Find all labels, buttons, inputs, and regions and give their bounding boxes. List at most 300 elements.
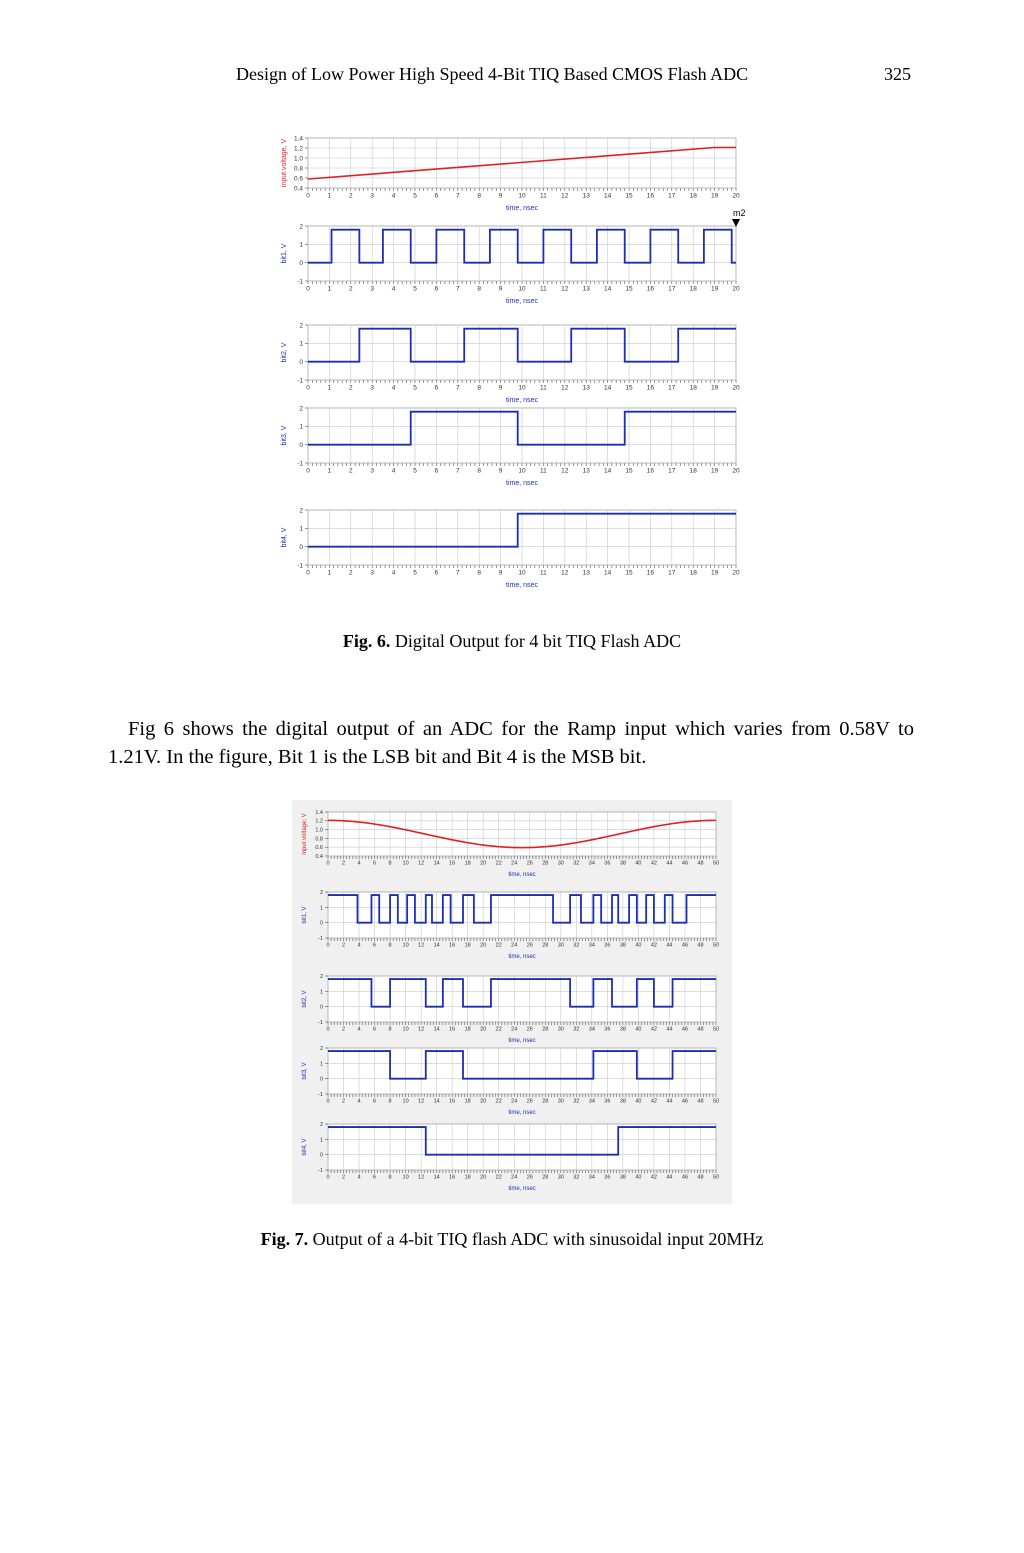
fig6-x-tick-label: 5 bbox=[413, 192, 417, 200]
fig6-y-tick-label: -1 bbox=[297, 377, 303, 385]
fig7-y-tick-label: -1 bbox=[318, 1167, 323, 1174]
fig7-y-axis-label: bit3, V bbox=[302, 1062, 308, 1080]
fig6-x-tick-label: 18 bbox=[689, 569, 697, 577]
fig7-x-tick-label: 16 bbox=[449, 860, 456, 867]
fig7-panel-1 bbox=[302, 810, 719, 878]
fig7-y-tick-label: 1.0 bbox=[315, 827, 323, 834]
fig7-x-tick-label: 26 bbox=[526, 942, 533, 949]
fig7-y-tick-label: 0 bbox=[319, 920, 323, 927]
fig7-x-tick-label: 6 bbox=[373, 860, 377, 867]
fig6-marker-label: m2 bbox=[733, 208, 746, 218]
fig7-x-tick-label: 46 bbox=[681, 942, 689, 949]
fig7-x-tick-label: 28 bbox=[542, 860, 549, 867]
fig6-x-tick-label: 13 bbox=[582, 467, 590, 475]
fig7-x-tick-label: 26 bbox=[526, 1098, 533, 1105]
fig7-x-tick-label: 8 bbox=[388, 942, 392, 949]
fig6-x-tick-label: 10 bbox=[518, 467, 526, 475]
fig6-y-tick-label: -1 bbox=[297, 460, 303, 468]
fig6-x-tick-label: 7 bbox=[455, 569, 460, 577]
figure-7-caption-text: Output of a 4-bit TIQ flash ADC with sinusoidal input 20MHz bbox=[308, 1229, 764, 1249]
fig6-x-tick-label: 6 bbox=[434, 285, 439, 293]
fig7-y-tick-label: 2 bbox=[319, 1121, 323, 1128]
fig6-x-tick-label: 7 bbox=[455, 192, 460, 200]
fig7-x-tick-label: 18 bbox=[464, 1098, 471, 1105]
fig7-x-tick-label: 6 bbox=[373, 1026, 377, 1033]
fig6-x-tick-label: 1 bbox=[327, 285, 332, 293]
fig7-x-tick-label: 28 bbox=[542, 1174, 549, 1181]
fig6-x-tick-label: 15 bbox=[625, 384, 633, 392]
fig6-x-tick-label: 7 bbox=[455, 285, 460, 293]
fig7-x-tick-label: 40 bbox=[635, 860, 642, 867]
fig7-x-tick-label: 24 bbox=[511, 942, 518, 949]
fig7-x-tick-label: 0 bbox=[326, 942, 330, 949]
fig6-x-tick-label: 12 bbox=[561, 569, 569, 577]
fig7-plot-area bbox=[328, 1124, 716, 1170]
fig6-y-tick-label: 0.6 bbox=[293, 175, 303, 183]
fig6-x-tick-label: 13 bbox=[582, 285, 590, 293]
fig7-x-tick-label: 30 bbox=[557, 1098, 564, 1105]
fig6-x-tick-label: 5 bbox=[413, 569, 417, 577]
fig7-x-tick-label: 34 bbox=[588, 860, 595, 867]
fig7-y-axis-label: input voltage, V bbox=[302, 813, 308, 855]
fig7-x-tick-label: 32 bbox=[573, 942, 580, 949]
fig7-x-tick-label: 22 bbox=[495, 1098, 502, 1105]
fig7-x-tick-label: 42 bbox=[650, 860, 657, 867]
fig7-y-tick-label: -1 bbox=[318, 935, 323, 942]
fig6-x-tick-label: 11 bbox=[540, 569, 547, 577]
fig6-x-tick-label: 5 bbox=[413, 467, 417, 475]
fig7-y-tick-label: 0 bbox=[319, 1152, 323, 1159]
fig7-x-tick-label: 6 bbox=[373, 1174, 377, 1181]
fig7-y-tick-label: 0.4 bbox=[315, 853, 323, 860]
fig6-y-axis-label: bit1, V bbox=[281, 243, 288, 264]
fig7-x-tick-label: 8 bbox=[388, 1098, 392, 1105]
fig6-x-tick-label: 2 bbox=[348, 285, 353, 293]
fig7-x-tick-label: 24 bbox=[511, 1098, 518, 1105]
fig6-x-tick-label: 1 bbox=[327, 569, 332, 577]
running-title: Design of Low Power High Speed 4-Bit TIQ Based CMOS Flash ADC bbox=[236, 64, 749, 84]
fig6-x-tick-label: 1 bbox=[327, 192, 332, 200]
figure-6-caption bbox=[0, 631, 1024, 652]
figure-7-plot-stack bbox=[292, 800, 732, 1204]
fig7-x-tick-label: 22 bbox=[495, 942, 502, 949]
fig6-x-tick-label: 14 bbox=[603, 192, 612, 200]
fig6-y-tick-label: 0 bbox=[299, 358, 303, 366]
fig7-x-tick-label: 10 bbox=[402, 1174, 409, 1181]
fig6-x-tick-label: 17 bbox=[668, 285, 676, 293]
fig6-y-tick-label: 0 bbox=[299, 543, 303, 551]
fig6-x-axis-label: time, nsec bbox=[506, 205, 538, 212]
fig7-y-tick-label: 0.8 bbox=[315, 836, 323, 843]
fig6-y-axis-label: bit2, V bbox=[281, 342, 288, 363]
fig7-x-tick-label: 50 bbox=[712, 1174, 720, 1181]
fig6-x-tick-label: 9 bbox=[498, 384, 503, 392]
fig6-y-tick-label: 1 bbox=[299, 525, 303, 533]
fig7-plot-area bbox=[328, 892, 716, 938]
fig7-x-tick-label: 4 bbox=[357, 860, 361, 867]
fig6-x-tick-label: 20 bbox=[732, 569, 740, 577]
fig7-x-tick-label: 20 bbox=[480, 1098, 487, 1105]
fig7-x-tick-label: 6 bbox=[373, 1098, 377, 1105]
fig7-x-tick-label: 48 bbox=[697, 860, 704, 867]
fig6-x-tick-label: 13 bbox=[582, 192, 590, 200]
fig7-x-tick-label: 12 bbox=[418, 1098, 425, 1105]
fig6-x-tick-label: 17 bbox=[668, 192, 676, 200]
fig6-x-tick-label: 11 bbox=[540, 384, 547, 392]
fig6-x-tick-label: 16 bbox=[646, 285, 655, 293]
fig6-x-tick-label: 1 bbox=[327, 384, 332, 392]
figure-6-svg bbox=[276, 126, 752, 610]
fig7-x-tick-label: 0 bbox=[326, 1026, 330, 1033]
fig7-plot-area bbox=[328, 976, 716, 1022]
fig6-x-tick-label: 0 bbox=[306, 384, 310, 392]
fig6-x-tick-label: 15 bbox=[625, 285, 633, 293]
fig7-x-tick-label: 4 bbox=[357, 1174, 361, 1181]
fig7-x-tick-label: 2 bbox=[341, 1098, 346, 1105]
fig7-x-tick-label: 20 bbox=[480, 1026, 487, 1033]
fig7-x-tick-label: 14 bbox=[433, 1174, 440, 1181]
fig6-x-tick-label: 16 bbox=[646, 384, 655, 392]
fig6-y-tick-label: -1 bbox=[297, 278, 303, 286]
fig7-x-tick-label: 10 bbox=[402, 860, 409, 867]
fig6-x-tick-label: 10 bbox=[518, 285, 526, 293]
fig7-x-tick-label: 22 bbox=[495, 860, 502, 867]
fig7-y-axis-label: bit2, V bbox=[302, 990, 308, 1008]
figure-7-caption-label: Fig. 7. bbox=[260, 1229, 309, 1249]
fig6-y-tick-label: 2 bbox=[299, 322, 303, 330]
fig6-x-tick-label: 19 bbox=[710, 384, 719, 392]
fig7-x-tick-label: 36 bbox=[604, 1098, 611, 1105]
fig6-x-tick-label: 9 bbox=[498, 285, 503, 293]
figure-6-plot-stack bbox=[276, 126, 752, 610]
fig7-y-tick-label: -1 bbox=[318, 1019, 323, 1026]
fig6-y-tick-label: 0 bbox=[299, 259, 303, 267]
fig6-x-tick-label: 18 bbox=[689, 467, 697, 475]
fig6-x-tick-label: 19 bbox=[710, 285, 719, 293]
fig6-x-tick-label: 4 bbox=[391, 285, 396, 293]
fig7-x-tick-label: 30 bbox=[557, 1026, 564, 1033]
fig6-x-tick-label: 3 bbox=[370, 569, 375, 577]
fig6-x-tick-label: 14 bbox=[603, 384, 612, 392]
fig6-x-tick-label: 0 bbox=[306, 467, 310, 475]
fig7-x-tick-label: 50 bbox=[712, 1098, 720, 1105]
fig6-panel-5 bbox=[281, 507, 740, 589]
fig7-x-tick-label: 18 bbox=[464, 1026, 471, 1033]
fig6-x-tick-label: 17 bbox=[668, 569, 676, 577]
fig6-x-tick-label: 11 bbox=[540, 192, 547, 200]
fig7-x-tick-label: 0 bbox=[326, 1174, 330, 1181]
fig7-x-tick-label: 42 bbox=[650, 1026, 657, 1033]
fig7-x-tick-label: 50 bbox=[712, 942, 720, 949]
fig6-x-tick-label: 0 bbox=[306, 569, 310, 577]
fig6-x-tick-label: 12 bbox=[561, 467, 569, 475]
fig6-x-tick-label: 2 bbox=[348, 467, 353, 475]
fig7-x-tick-label: 8 bbox=[388, 860, 392, 867]
fig7-y-tick-label: -1 bbox=[318, 1091, 323, 1098]
fig7-x-tick-label: 38 bbox=[619, 860, 626, 867]
fig6-x-axis-label: time, nsec bbox=[506, 582, 538, 589]
fig6-y-tick-label: 1.0 bbox=[293, 155, 303, 163]
fig7-x-tick-label: 36 bbox=[604, 1026, 611, 1033]
fig7-x-tick-label: 8 bbox=[388, 1026, 392, 1033]
fig7-x-tick-label: 32 bbox=[573, 1026, 580, 1033]
fig7-x-tick-label: 10 bbox=[402, 1098, 409, 1105]
fig6-x-tick-label: 4 bbox=[391, 569, 396, 577]
fig6-panel-3 bbox=[281, 322, 740, 404]
fig6-x-tick-label: 3 bbox=[370, 384, 375, 392]
fig6-x-tick-label: 14 bbox=[603, 467, 612, 475]
fig6-x-tick-label: 17 bbox=[668, 467, 676, 475]
fig7-x-tick-label: 18 bbox=[464, 1174, 471, 1181]
fig7-y-axis-label: bit1, V bbox=[302, 906, 308, 924]
fig7-x-tick-label: 10 bbox=[402, 1026, 409, 1033]
fig7-x-tick-label: 18 bbox=[464, 860, 471, 867]
fig6-x-tick-label: 20 bbox=[732, 467, 740, 475]
fig7-x-tick-label: 26 bbox=[526, 1026, 533, 1033]
fig6-x-tick-label: 6 bbox=[434, 384, 439, 392]
fig6-x-tick-label: 18 bbox=[689, 384, 697, 392]
fig6-y-tick-label: -1 bbox=[297, 562, 303, 570]
fig6-x-tick-label: 14 bbox=[603, 285, 612, 293]
fig6-x-tick-label: 10 bbox=[518, 192, 526, 200]
fig6-x-tick-label: 8 bbox=[477, 467, 482, 475]
fig7-x-tick-label: 20 bbox=[480, 1174, 487, 1181]
fig6-x-tick-label: 9 bbox=[498, 192, 503, 200]
fig7-x-tick-label: 40 bbox=[635, 1098, 642, 1105]
fig6-x-tick-label: 6 bbox=[434, 569, 439, 577]
fig7-plot-area bbox=[328, 1048, 716, 1094]
fig7-x-tick-label: 14 bbox=[433, 860, 440, 867]
fig7-x-axis-label: time, nsec bbox=[508, 1186, 536, 1192]
fig6-x-tick-label: 19 bbox=[710, 192, 719, 200]
fig7-x-tick-label: 32 bbox=[573, 1098, 580, 1105]
fig7-x-tick-label: 40 bbox=[635, 1026, 642, 1033]
fig7-x-tick-label: 42 bbox=[650, 942, 657, 949]
fig7-x-tick-label: 24 bbox=[511, 1174, 518, 1181]
fig7-x-tick-label: 4 bbox=[357, 1098, 361, 1105]
figure-7-svg bbox=[292, 800, 732, 1204]
fig6-x-tick-label: 8 bbox=[477, 569, 482, 577]
fig6-x-tick-label: 2 bbox=[348, 569, 353, 577]
fig6-x-tick-label: 12 bbox=[561, 285, 569, 293]
fig6-x-tick-label: 13 bbox=[582, 569, 590, 577]
fig6-x-tick-label: 14 bbox=[603, 569, 612, 577]
fig6-panel-2 bbox=[281, 208, 746, 305]
fig7-y-tick-label: 1 bbox=[319, 1137, 323, 1144]
fig6-x-tick-label: 12 bbox=[561, 384, 569, 392]
fig6-x-tick-label: 16 bbox=[646, 192, 655, 200]
fig7-x-tick-label: 44 bbox=[666, 1098, 673, 1105]
fig6-x-tick-label: 1 bbox=[327, 467, 332, 475]
fig7-x-tick-label: 48 bbox=[697, 1026, 704, 1033]
fig6-y-axis-label: input voltage, V bbox=[281, 138, 288, 188]
fig7-x-tick-label: 34 bbox=[588, 1174, 595, 1181]
fig7-x-tick-label: 32 bbox=[573, 1174, 580, 1181]
fig7-x-tick-label: 16 bbox=[449, 1098, 456, 1105]
fig7-x-tick-label: 14 bbox=[433, 942, 440, 949]
fig7-x-axis-label: time, nsec bbox=[508, 1110, 536, 1116]
fig6-x-tick-label: 6 bbox=[434, 467, 439, 475]
fig6-y-axis-label: bit4, V bbox=[281, 527, 288, 548]
fig7-x-tick-label: 30 bbox=[557, 942, 564, 949]
fig7-x-tick-label: 26 bbox=[526, 1174, 533, 1181]
fig7-x-tick-label: 38 bbox=[619, 1026, 626, 1033]
fig7-x-tick-label: 4 bbox=[357, 942, 361, 949]
fig6-y-tick-label: 1.2 bbox=[293, 145, 303, 153]
fig7-x-tick-label: 24 bbox=[511, 860, 518, 867]
fig7-x-tick-label: 20 bbox=[480, 942, 487, 949]
fig6-x-tick-label: 4 bbox=[391, 467, 396, 475]
fig7-y-axis-label: bit4, V bbox=[302, 1138, 308, 1156]
fig6-x-tick-label: 16 bbox=[646, 467, 655, 475]
fig7-y-tick-label: 1 bbox=[319, 989, 323, 996]
fig6-x-tick-label: 9 bbox=[498, 569, 503, 577]
fig7-x-tick-label: 0 bbox=[326, 860, 330, 867]
fig7-x-tick-label: 16 bbox=[449, 942, 456, 949]
fig7-x-tick-label: 46 bbox=[681, 1174, 689, 1181]
fig7-x-tick-label: 12 bbox=[418, 860, 425, 867]
fig7-panel-5 bbox=[302, 1122, 719, 1192]
fig6-panel-4 bbox=[281, 405, 740, 487]
fig7-x-tick-label: 20 bbox=[480, 860, 487, 867]
fig7-x-tick-label: 30 bbox=[557, 860, 564, 867]
fig7-y-tick-label: 2 bbox=[319, 889, 323, 896]
fig7-x-tick-label: 16 bbox=[449, 1174, 456, 1181]
fig6-x-tick-label: 15 bbox=[625, 467, 633, 475]
fig7-x-tick-label: 42 bbox=[650, 1174, 657, 1181]
fig7-x-tick-label: 2 bbox=[341, 1174, 346, 1181]
fig7-panel-3 bbox=[302, 974, 719, 1044]
fig7-x-tick-label: 2 bbox=[341, 942, 346, 949]
figure-7-caption bbox=[0, 1229, 1024, 1250]
fig7-x-tick-label: 30 bbox=[557, 1174, 564, 1181]
fig7-x-tick-label: 48 bbox=[697, 1174, 704, 1181]
fig6-x-axis-label: time, nsec bbox=[506, 298, 538, 305]
fig7-x-tick-label: 34 bbox=[588, 1026, 595, 1033]
fig7-x-tick-label: 8 bbox=[388, 1174, 392, 1181]
fig7-x-tick-label: 38 bbox=[619, 1098, 626, 1105]
fig6-x-tick-label: 18 bbox=[689, 192, 697, 200]
fig6-y-tick-label: 2 bbox=[299, 223, 303, 231]
fig6-x-tick-label: 5 bbox=[413, 384, 417, 392]
fig7-x-tick-label: 28 bbox=[542, 1026, 549, 1033]
fig6-y-tick-label: 1 bbox=[299, 423, 303, 431]
fig7-x-tick-label: 34 bbox=[588, 942, 595, 949]
fig7-x-tick-label: 28 bbox=[542, 942, 549, 949]
fig7-x-tick-label: 12 bbox=[418, 1026, 425, 1033]
fig6-x-tick-label: 16 bbox=[646, 569, 655, 577]
fig6-x-tick-label: 19 bbox=[710, 467, 719, 475]
fig7-x-tick-label: 22 bbox=[495, 1174, 502, 1181]
fig7-x-axis-label: time, nsec bbox=[508, 872, 536, 878]
fig7-panel-4 bbox=[302, 1046, 719, 1116]
fig6-y-axis-label: bit3, V bbox=[281, 425, 288, 446]
body-paragraph: Fig 6 shows the digital output of an ADC for the Ramp input which varies from 0.58V to 1.21V. In the figure, Bit 1 is the LSB bit and Bit 4 is the MSB bit. bbox=[108, 717, 914, 768]
fig6-y-tick-label: 2 bbox=[299, 507, 303, 515]
fig7-x-tick-label: 48 bbox=[697, 1098, 704, 1105]
fig7-y-tick-label: 2 bbox=[319, 973, 323, 980]
fig7-x-tick-label: 32 bbox=[573, 860, 580, 867]
fig7-y-tick-label: 1.4 bbox=[315, 809, 323, 816]
fig6-x-tick-label: 8 bbox=[477, 285, 482, 293]
fig7-x-tick-label: 22 bbox=[495, 1026, 502, 1033]
fig7-x-tick-label: 44 bbox=[666, 942, 673, 949]
fig6-x-tick-label: 4 bbox=[391, 192, 396, 200]
fig7-x-tick-label: 24 bbox=[511, 1026, 518, 1033]
fig6-x-tick-label: 10 bbox=[518, 569, 526, 577]
fig7-y-tick-label: 0.6 bbox=[315, 845, 323, 852]
fig6-y-tick-label: 1.4 bbox=[293, 135, 303, 143]
fig6-x-tick-label: 8 bbox=[477, 192, 482, 200]
fig7-y-tick-label: 1 bbox=[319, 1061, 323, 1068]
figure-6-caption-text: Digital Output for 4 bit TIQ Flash ADC bbox=[390, 631, 682, 651]
fig6-x-tick-label: 8 bbox=[477, 384, 482, 392]
fig6-x-tick-label: 12 bbox=[561, 192, 569, 200]
fig6-y-tick-label: 0.4 bbox=[293, 185, 303, 193]
fig6-x-tick-label: 0 bbox=[306, 192, 310, 200]
fig7-x-tick-label: 10 bbox=[402, 942, 409, 949]
fig7-x-tick-label: 12 bbox=[418, 1174, 425, 1181]
fig7-x-tick-label: 46 bbox=[681, 860, 689, 867]
fig7-x-tick-label: 48 bbox=[697, 942, 704, 949]
fig6-x-tick-label: 3 bbox=[370, 285, 375, 293]
fig7-x-tick-label: 40 bbox=[635, 1174, 642, 1181]
fig6-y-tick-label: 0 bbox=[299, 441, 303, 449]
fig7-x-axis-label: time, nsec bbox=[508, 1038, 536, 1044]
fig6-x-axis-label: time, nsec bbox=[506, 480, 538, 487]
fig7-x-tick-label: 14 bbox=[433, 1098, 440, 1105]
fig7-x-tick-label: 6 bbox=[373, 942, 377, 949]
fig7-x-tick-label: 16 bbox=[449, 1026, 456, 1033]
fig6-x-tick-label: 18 bbox=[689, 285, 697, 293]
fig7-x-tick-label: 50 bbox=[712, 860, 720, 867]
fig7-x-tick-label: 28 bbox=[542, 1098, 549, 1105]
fig6-x-tick-label: 20 bbox=[732, 192, 740, 200]
fig7-x-tick-label: 42 bbox=[650, 1098, 657, 1105]
fig6-x-tick-label: 7 bbox=[455, 467, 460, 475]
fig7-x-tick-label: 18 bbox=[464, 942, 471, 949]
page-number: 325 bbox=[884, 64, 911, 84]
fig6-x-tick-label: 10 bbox=[518, 384, 526, 392]
fig7-x-tick-label: 36 bbox=[604, 942, 611, 949]
running-header bbox=[0, 64, 1024, 88]
fig7-x-tick-label: 44 bbox=[666, 1174, 673, 1181]
fig6-x-tick-label: 11 bbox=[540, 285, 547, 293]
fig7-x-tick-label: 46 bbox=[681, 1026, 689, 1033]
fig7-y-tick-label: 1 bbox=[319, 905, 323, 912]
fig7-x-tick-label: 36 bbox=[604, 860, 611, 867]
fig6-y-tick-label: 1 bbox=[299, 241, 303, 249]
fig7-y-tick-label: 1.2 bbox=[315, 818, 323, 825]
fig7-x-tick-label: 2 bbox=[341, 1026, 346, 1033]
fig7-x-tick-label: 12 bbox=[418, 942, 425, 949]
fig6-x-tick-label: 3 bbox=[370, 467, 375, 475]
fig6-x-tick-label: 2 bbox=[348, 192, 353, 200]
fig7-plot-area bbox=[328, 812, 716, 856]
fig6-x-axis-label: time, nsec bbox=[506, 397, 538, 404]
fig6-x-tick-label: 3 bbox=[370, 192, 375, 200]
fig7-x-axis-label: time, nsec bbox=[508, 954, 536, 960]
fig7-x-tick-label: 26 bbox=[526, 860, 533, 867]
fig7-x-tick-label: 14 bbox=[433, 1026, 440, 1033]
fig6-y-tick-label: 0.8 bbox=[293, 165, 303, 173]
fig7-x-tick-label: 40 bbox=[635, 942, 642, 949]
fig6-x-tick-label: 9 bbox=[498, 467, 503, 475]
fig7-x-tick-label: 34 bbox=[588, 1098, 595, 1105]
figure-6-caption-label: Fig. 6. bbox=[342, 631, 391, 651]
fig7-x-tick-label: 4 bbox=[357, 1026, 361, 1033]
fig6-x-tick-label: 11 bbox=[540, 467, 547, 475]
